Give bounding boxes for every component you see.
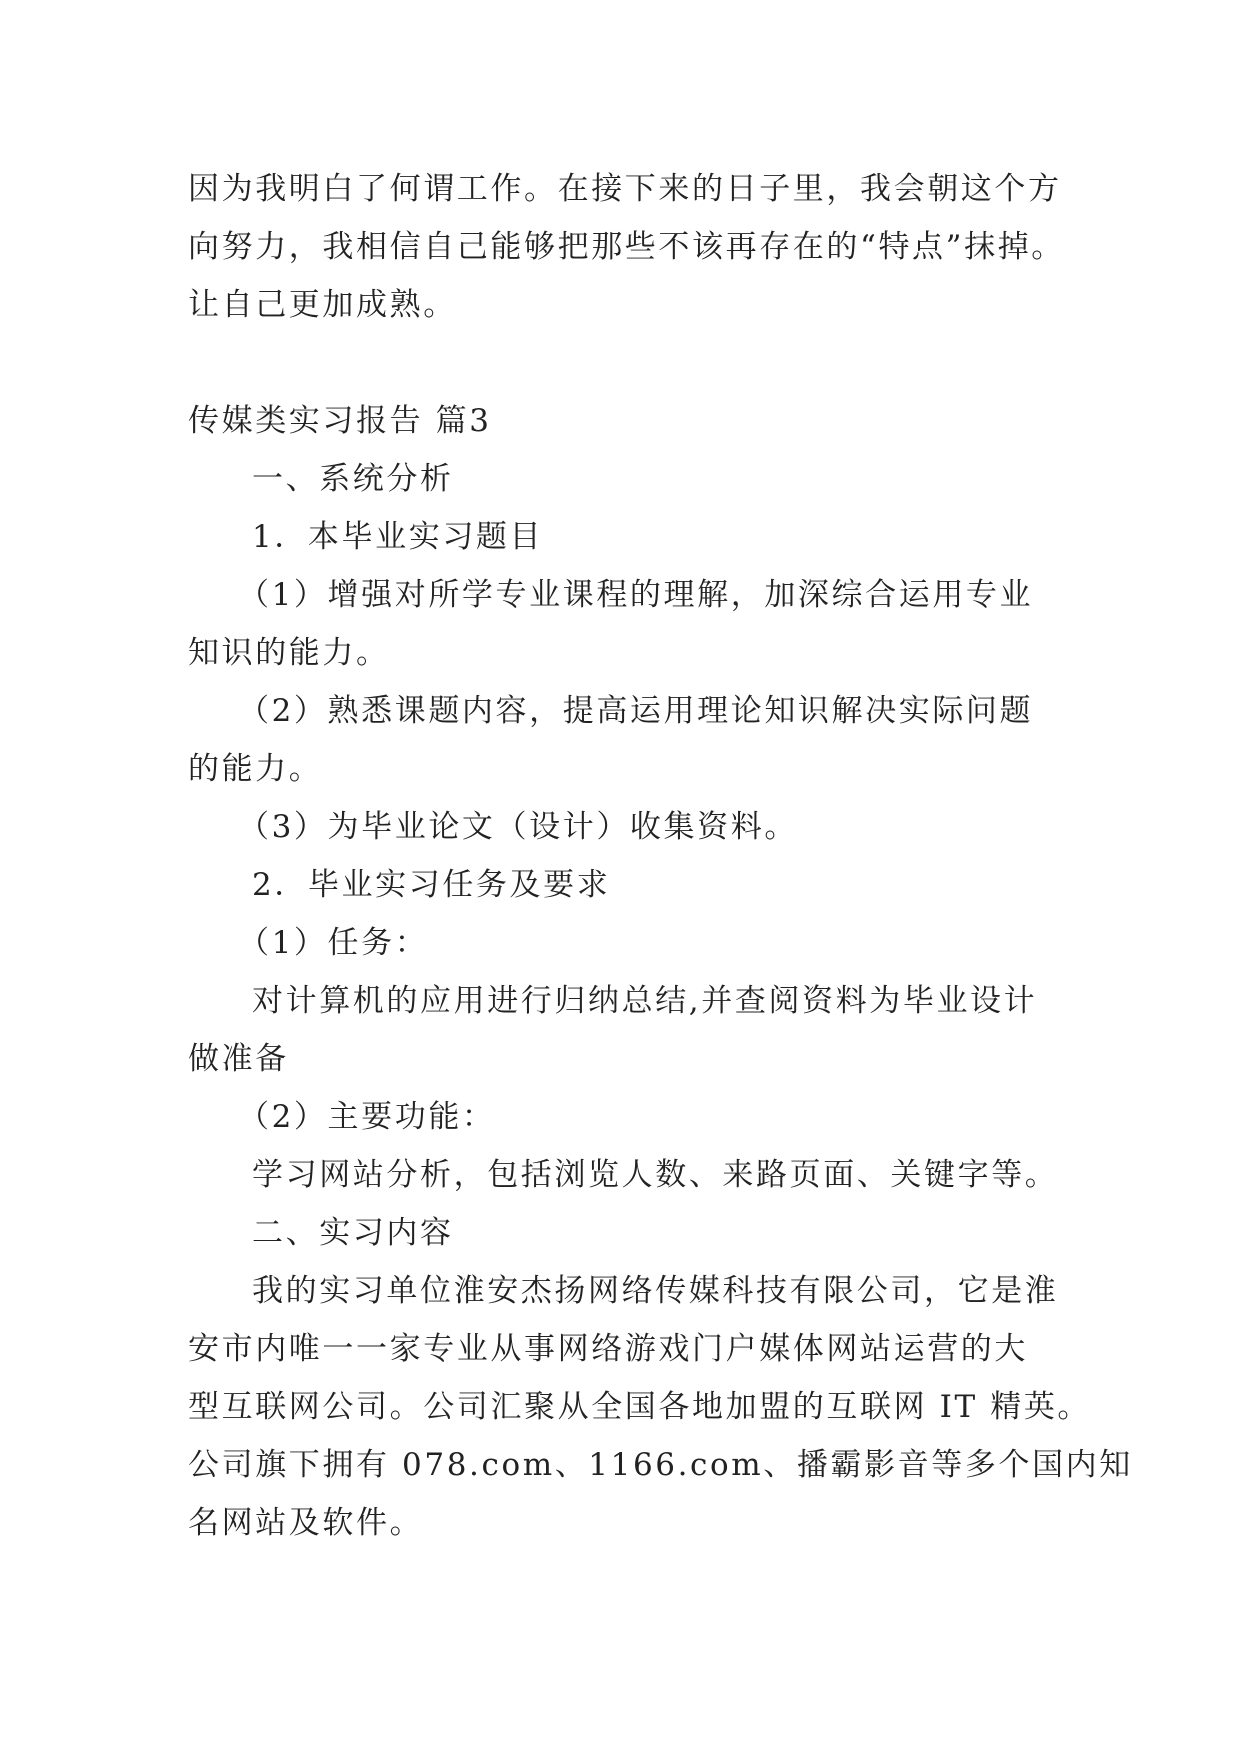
paragraph-line: 向努力，我相信自己能够把那些不该再存在的“特点”抹掉。	[188, 229, 1065, 265]
document-body	[188, 160, 1133, 1552]
paragraph-line: 对计算机的应用进行归纳总结,并查阅资料为毕业设计	[252, 983, 1038, 1019]
list-item: （3）为毕业论文（设计）收集资料。	[238, 809, 798, 845]
list-item: （2）熟悉课题内容，提高运用理论知识解决实际问题	[238, 693, 1034, 729]
paragraph-line: 型互联网公司。公司汇聚从全国各地加盟的互联网 IT 精英。	[188, 1389, 1092, 1425]
paragraph-line: 安市内唯一一家专业从事网络游戏门户媒体网站运营的大	[188, 1331, 1028, 1367]
paragraph-line: 做准备	[188, 1041, 289, 1077]
paragraph-line: 让自己更加成熟。	[188, 287, 457, 323]
list-item: （1）增强对所学专业课程的理解，加深综合运用专业	[238, 577, 1034, 613]
paragraph-line: 公司旗下拥有 078.com、1166.com、播霸影音等多个国内知	[188, 1447, 1133, 1483]
section-title: 传媒类实习报告 篇3	[188, 403, 492, 439]
paragraph-line: 学习网站分析，包括浏览人数、来路页面、关键字等。	[252, 1157, 1059, 1193]
paragraph-line: 因为我明白了何谓工作。在接下来的日子里，我会朝这个方	[188, 171, 1062, 207]
list-item-continuation: 知识的能力。	[188, 635, 390, 671]
paragraph-spacer	[188, 334, 1068, 392]
paragraph-line: 我的实习单位淮安杰扬网络传媒科技有限公司，它是淮	[252, 1273, 1059, 1309]
heading-system-analysis: 一、系统分析	[252, 461, 454, 497]
subheading-task: 2．毕业实习任务及要求	[252, 867, 611, 903]
subheading-topic: 1．本毕业实习题目	[252, 519, 544, 555]
heading-internship-content: 二、实习内容	[252, 1215, 454, 1251]
list-item-continuation: 的能力。	[188, 751, 323, 787]
paragraph-line: 名网站及软件。	[188, 1505, 424, 1541]
function-label: （2）主要功能：	[238, 1099, 496, 1135]
task-label: （1）任务：	[238, 925, 429, 961]
